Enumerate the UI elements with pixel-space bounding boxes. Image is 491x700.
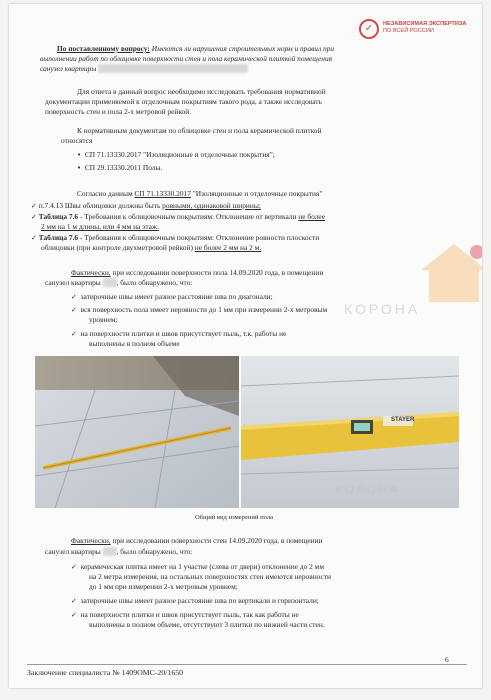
fact2-text: при исследовании поверхности стен 14.09.2020 года, в помещении	[110, 536, 323, 545]
logo-text	[383, 21, 466, 35]
floor-photo-left-image	[35, 356, 239, 508]
para1-l1: Для ответа в данный вопрос необходимо исследовать требования нормативной	[77, 87, 326, 96]
check-icon: ✓	[71, 330, 77, 338]
photo-floor-left	[35, 356, 239, 508]
fact1-l2	[45, 278, 192, 287]
level-brand-label: STAYER	[391, 417, 415, 423]
logo-line1: НЕЗАВИСИМАЯ ЭКСПЕРТИЗА	[383, 21, 467, 27]
intro-line2	[40, 54, 332, 63]
fact2-item-cont: до 1 мм при измерении 2-х метровым уровнем;	[89, 582, 238, 591]
fact1-item-text: затирочные швы имеет разное расстояние шва по диагонали;	[80, 292, 273, 301]
rule1-emph: ровными, одинаковой ширины;	[162, 201, 261, 210]
rule-2	[31, 212, 325, 222]
fact2-item-text: на поверхности плитки и швов присутствует пыль, так как работы не	[80, 610, 299, 619]
fact2-room: санузел квартиры	[45, 547, 103, 556]
intro-lead: По поставленному вопросу:	[57, 44, 150, 53]
fact1-l1	[71, 268, 323, 277]
rule-3	[31, 233, 319, 243]
fact2-l1	[71, 536, 323, 545]
rule2-text: - Требования к облицовочным покрытиям: Отклонение от вертикали	[78, 212, 299, 221]
fact2-lead: Фактически,	[71, 536, 111, 545]
fact2-item	[71, 610, 299, 620]
rule1-text: Швы облицовки должны быть	[63, 201, 163, 210]
para1-l3: поверхность стен и пола 2-х метровой рейкой.	[45, 107, 192, 116]
norm-item	[77, 163, 162, 173]
rule3-text: - Требования к облицовочным покрытиям: Отклонение ровности плоскости	[78, 233, 320, 242]
document-page	[9, 4, 482, 688]
fact1-item-text: на поверхности плитки и швов присутствует пыль, т.к. работы не	[80, 329, 287, 338]
check-icon: ✓	[71, 563, 77, 571]
check-icon: ✓	[31, 202, 37, 210]
company-logo	[359, 16, 469, 44]
fact1-lead: Фактически,	[71, 268, 111, 277]
bullet-icon: •	[77, 151, 82, 159]
house-watermark-icon	[419, 242, 482, 304]
norm-text: СП 71.13330.2017 "Изоляционные и отделочные покрытия";	[84, 150, 275, 159]
fact2-item-cont: на 2 метра измерения, на остальных поверхностях стен имеются неровности	[89, 572, 332, 581]
watermark-text: КОРОНА	[344, 301, 421, 317]
check-icon: ✓	[71, 597, 77, 605]
fact1-text: при исследовании поверхности пола 14.09.2020 года, в помещении	[110, 268, 324, 277]
fact2-item-text: затирочные швы имеет разное расстояние шва по вертикали и горизонтали;	[80, 596, 319, 605]
rule3-text2: облицовки (при контроле двухметровой рейкой)	[41, 243, 195, 252]
intro-question-cont: выполнении работ по облицовке поверхности стен и пола керамической плиткой помещения	[40, 54, 333, 63]
para2-l2: относятся	[61, 136, 93, 145]
rule2-line2: 2 мм на 1 м длины, или 4 мм на этаж.	[41, 222, 159, 231]
fact2-item-text: керамическая плитка имеет на 1 участке (слева от двери) отклонение до 2 мм	[80, 562, 325, 571]
rule3-emph: не более 2 мм на 2 м.	[194, 243, 262, 252]
rule3-ref: Таблица 7.6	[38, 233, 79, 242]
intro-line3	[40, 64, 248, 73]
para2-l1: К нормативным документам по облицовке стен и пола керамической плиткой	[77, 126, 322, 135]
check-icon: ✓	[31, 213, 37, 221]
check-icon: ✓	[31, 234, 37, 242]
logo-mark-icon: ✓	[359, 19, 379, 39]
norm-item	[77, 150, 275, 160]
redacted-apt	[103, 547, 117, 556]
fact2-item-cont: выполнены в полном объеме, отсутствуют 3 плитки по нижней части стен.	[89, 620, 325, 629]
para3-rest: "Изоляционные и отделочные покрытия"	[190, 189, 323, 198]
photo-watermark-text: КОРОНА	[336, 484, 400, 496]
fact1-item-cont: выполнены в полном объеме	[89, 339, 180, 348]
fact2-l2	[45, 547, 192, 556]
footer-doc-number: Заключение специалиста № 1409ОМС-20/1650	[27, 668, 184, 677]
rule2-ref: Таблица 7.6	[38, 212, 79, 221]
fact1-item-text: вся поверхность пола имеет неровности до 1 мм при измерении 2-х метровым	[80, 305, 328, 314]
fact2-item	[71, 562, 324, 572]
intro-line1	[57, 44, 334, 53]
intro-question: Имеются ли нарушения строительных норм и правил при	[149, 44, 335, 53]
fact1-room: санузел квартиры	[45, 278, 103, 287]
fact2-found: , было обнаружено, что:	[116, 547, 193, 556]
fact1-item	[71, 292, 273, 302]
para3-ref: СП 71.13330.2017	[134, 189, 191, 198]
rule3-line2	[41, 243, 261, 252]
fact1-item-cont: уровнем;	[89, 315, 118, 324]
para3-prefix: Согласно данным	[77, 189, 135, 198]
check-icon: ✓	[71, 306, 77, 314]
fact1-item	[71, 305, 327, 315]
fact1-item	[71, 329, 286, 339]
fact2-item	[71, 596, 319, 606]
para3	[77, 189, 322, 198]
fact1-found: , было обнаружено, что:	[116, 278, 193, 287]
bullet-icon: •	[77, 164, 82, 172]
check-icon: ✓	[71, 293, 77, 301]
intro-question-end: санузел квартиры	[40, 64, 97, 73]
rule2-emph: не более	[298, 212, 325, 221]
check-icon: ✓	[71, 611, 77, 619]
footer-divider	[27, 664, 467, 665]
redacted-apt	[103, 278, 117, 287]
rule1-ref: п.7.4.13	[38, 201, 64, 210]
photo-floor-right	[241, 356, 459, 508]
photo-caption: Общий вид измерений пола	[195, 514, 274, 521]
page-number: 6	[445, 655, 449, 664]
rule-1	[31, 201, 261, 211]
norm-text: СП 29.13330.2011 Полы.	[84, 163, 163, 172]
logo-line2: ПО ВСЕЙ РОССИИ	[383, 28, 434, 34]
redacted-address	[98, 64, 248, 73]
para1-l2: документации применяемой к отделочным покрытиям такого рода, а также исследовать	[45, 97, 322, 106]
